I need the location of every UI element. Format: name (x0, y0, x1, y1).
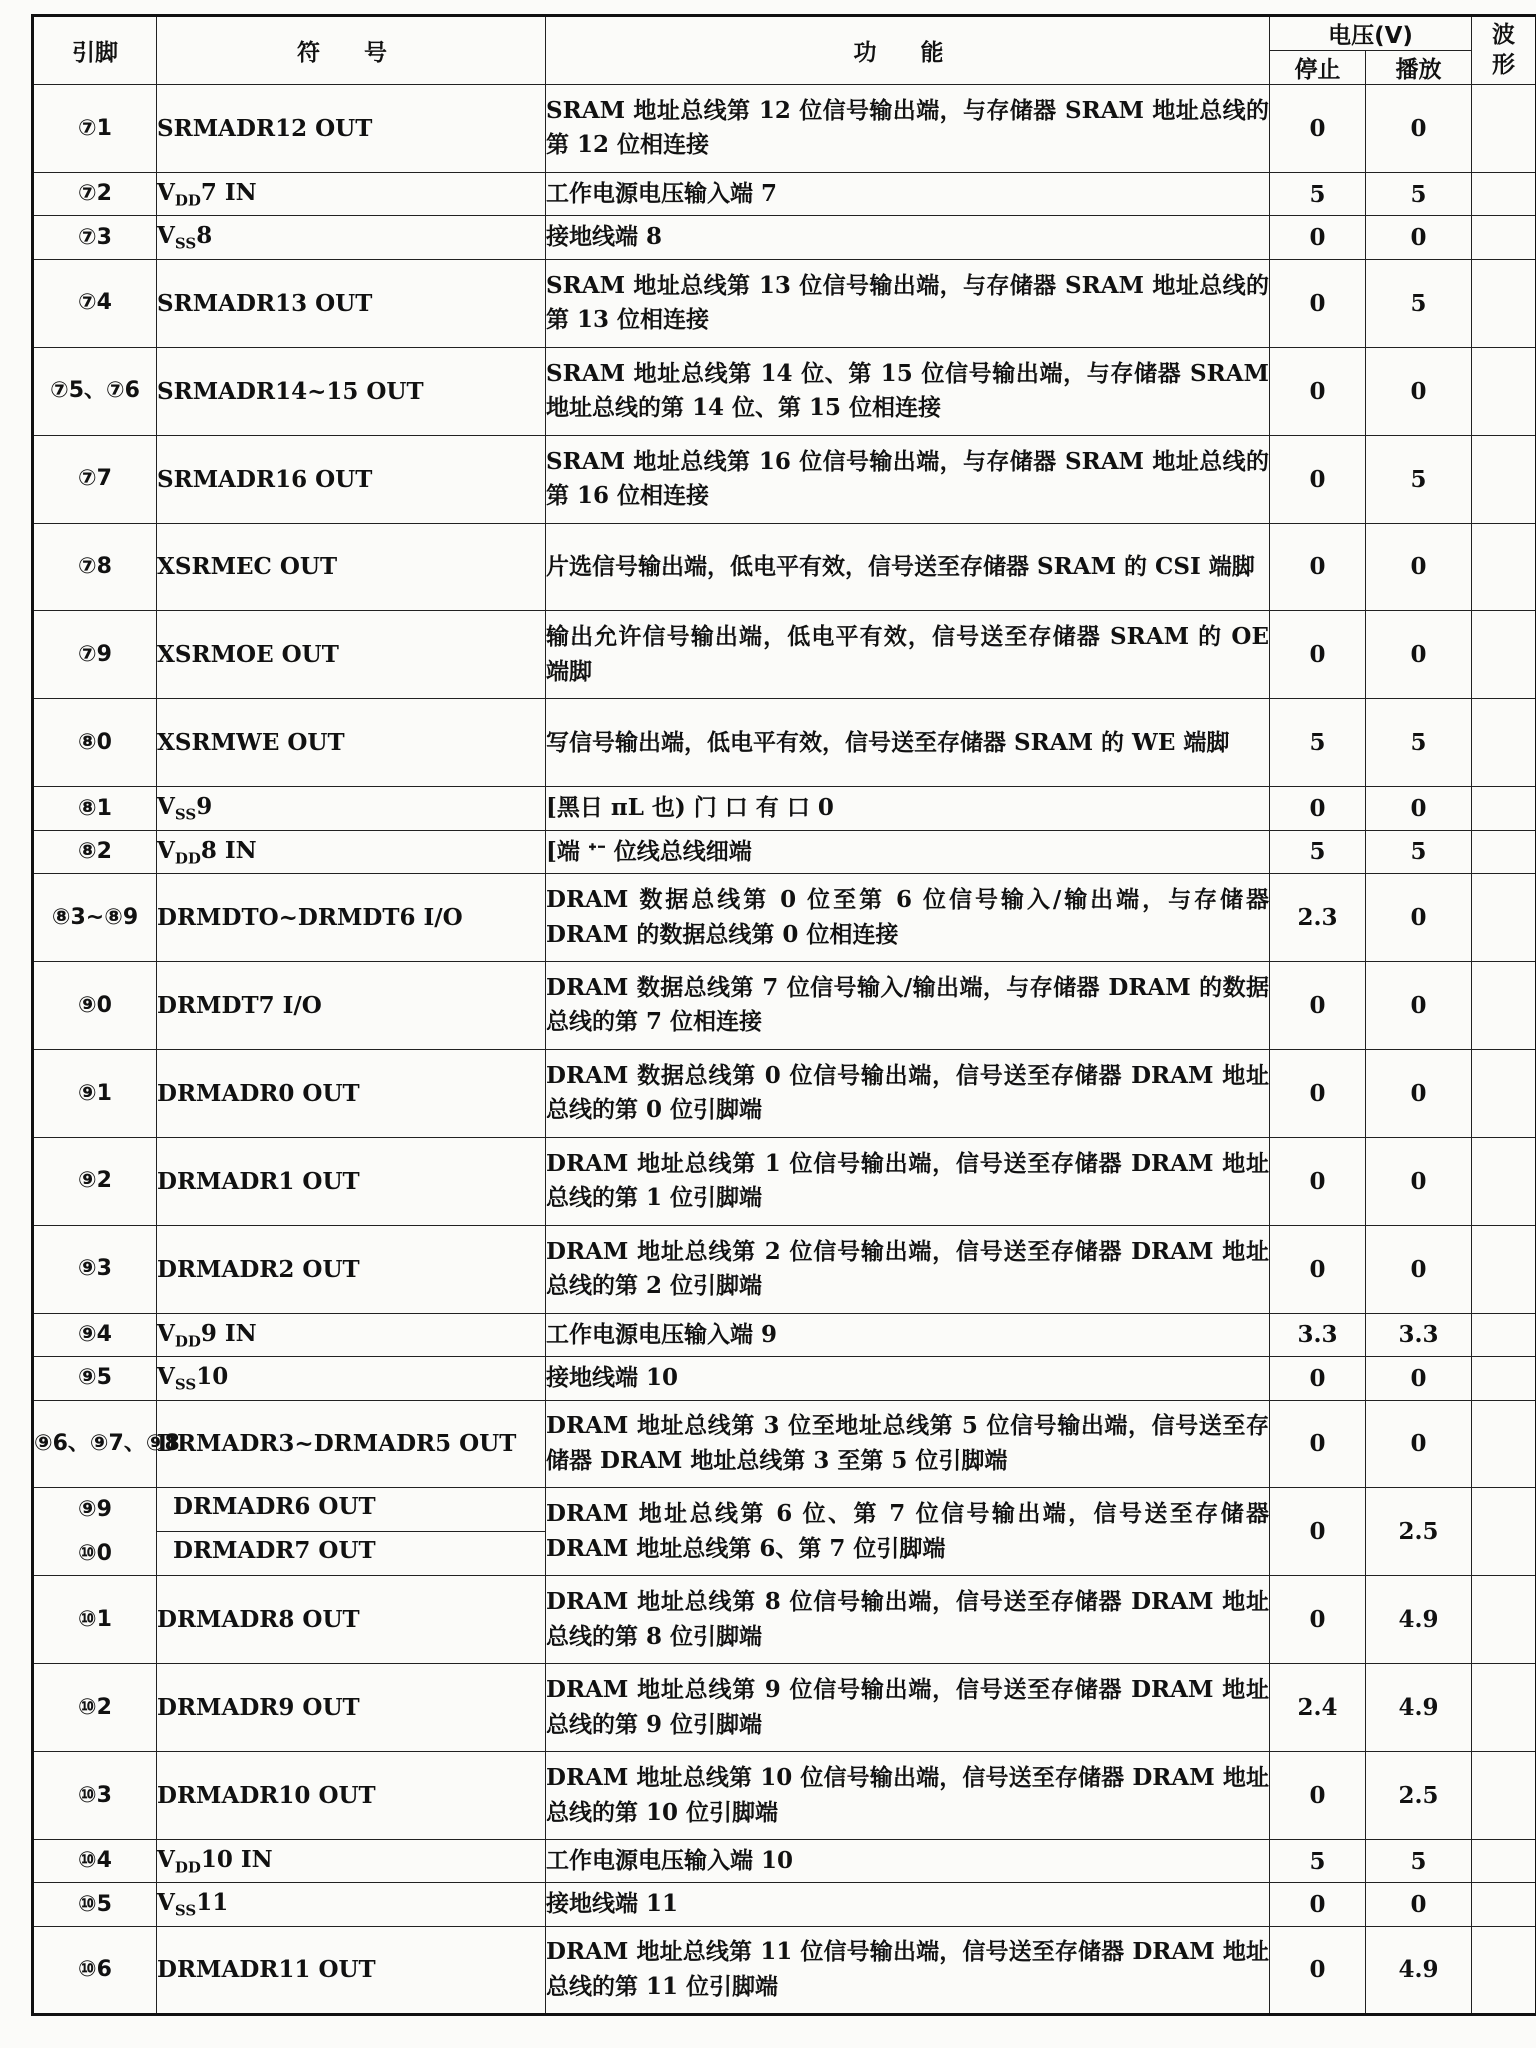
symbol-cell: XSRMEC OUT (157, 523, 546, 611)
symbol-subscript: SS (174, 1901, 197, 1920)
symbol-cell: DRMADR3~DRMADR5 OUT (157, 1400, 546, 1488)
table-row (33, 85, 1536, 173)
voltage-play-cell: 0 (1366, 1357, 1472, 1400)
table-row (33, 523, 1536, 611)
pin-number: ⑧3~⑧9 (51, 904, 139, 930)
function-cell: 写信号输出端，低电平有效，信号送至存储器 SRAM 的 WE 端脚 (546, 699, 1270, 787)
pin-number: ⑦8 (78, 554, 112, 580)
waveform-cell (1472, 1926, 1536, 2014)
voltage-stop-cell: 0 (1270, 259, 1366, 347)
voltage-play-cell: 0 (1366, 347, 1472, 435)
waveform-cell (1472, 172, 1536, 215)
waveform-cell (1472, 962, 1536, 1050)
pin-number: ⑧1 (78, 795, 112, 821)
waveform-cell (1472, 874, 1536, 962)
voltage-stop-cell: 0 (1270, 1883, 1366, 1926)
pin-number: ⑩2 (78, 1694, 112, 1720)
symbol-text: 9 IN (200, 1319, 257, 1347)
symbol-text: V (157, 1362, 175, 1390)
pin-cell (33, 1752, 157, 1840)
voltage-stop-cell: 0 (1270, 962, 1366, 1050)
function-cell: [黑日 пL 也) 门 口 有 口 0 (546, 787, 1270, 830)
table-row (33, 1357, 1536, 1400)
table-row (33, 611, 1536, 699)
voltage-stop-cell: 2.3 (1270, 874, 1366, 962)
voltage-play-cell: 0 (1366, 1137, 1472, 1225)
voltage-stop-cell: 0 (1270, 1400, 1366, 1488)
symbol-cell: SRMADR12 OUT (157, 85, 546, 173)
function-cell: [端 ᐩᐨ 位线总线细端 (546, 830, 1270, 873)
table-row (33, 1137, 1536, 1225)
waveform-cell (1472, 435, 1536, 523)
symbol-cell: SRMADR16 OUT (157, 435, 546, 523)
symbol-cell: DRMADR0 OUT (157, 1049, 546, 1137)
pin-number: ⑦2 (78, 181, 112, 207)
symbol-cell (157, 1840, 546, 1883)
symbol-text: V (157, 836, 175, 864)
header-waveform: 波形 (1472, 16, 1536, 85)
voltage-stop-cell: 5 (1270, 1840, 1366, 1883)
pin-cell (33, 1664, 157, 1752)
pin-cell (33, 1313, 157, 1356)
table-row (33, 259, 1536, 347)
table-row (33, 962, 1536, 1050)
function-cell: 工作电源电压输入端 10 (546, 1840, 1270, 1883)
symbol-text: V (157, 1845, 175, 1873)
voltage-stop-cell: 0 (1270, 1049, 1366, 1137)
pin-cell (33, 347, 157, 435)
voltage-play-cell: 4.9 (1366, 1926, 1472, 2014)
voltage-play-cell: 2.5 (1366, 1752, 1472, 1840)
symbol-text: 10 IN (200, 1845, 273, 1873)
symbol-text: 11 (196, 1889, 229, 1917)
waveform-cell (1472, 1357, 1536, 1400)
symbol-subscript: SS (174, 1375, 197, 1394)
table-row (33, 1313, 1536, 1356)
voltage-play-cell: 0 (1366, 962, 1472, 1050)
pin-number: ⑦9 (78, 642, 112, 668)
waveform-cell (1472, 1576, 1536, 1664)
table-row (33, 1840, 1536, 1883)
function-cell: DRAM 数据总线第 0 位至第 6 位信号输入/输出端，与存储器 DRAM 的数据总线第 0 位相连接 (546, 874, 1270, 962)
function-cell: SRAM 地址总线第 13 位信号输出端，与存储器 SRAM 地址总线的第 13 位相连接 (546, 259, 1270, 347)
function-cell: DRAM 地址总线第 1 位信号输出端，信号送至存储器 DRAM 地址总线的第 1 位引脚端 (546, 1137, 1270, 1225)
pin-number: ⑨0 (78, 992, 112, 1018)
voltage-play-cell: 5 (1366, 830, 1472, 873)
table-row (33, 1883, 1536, 1926)
symbol-cell: SRMADR13 OUT (157, 259, 546, 347)
symbol-cell (157, 787, 546, 830)
voltage-stop-cell: 3.3 (1270, 1313, 1366, 1356)
symbol-cell (157, 1488, 546, 1576)
symbol-text: V (157, 1319, 175, 1347)
pin-cell (33, 1488, 157, 1576)
waveform-cell (1472, 611, 1536, 699)
symbol-cell: DRMADR1 OUT (157, 1137, 546, 1225)
waveform-cell (1472, 1488, 1536, 1576)
pin-cell (33, 1926, 157, 2014)
pin-cell (33, 172, 157, 215)
waveform-cell (1472, 1137, 1536, 1225)
header-voltage: 电压(V) (1270, 16, 1472, 51)
symbol-cell: DRMADR10 OUT (157, 1752, 546, 1840)
symbol-text: V (157, 793, 175, 821)
pin-cell (33, 699, 157, 787)
function-cell: 片选信号输出端，低电平有效，信号送至存储器 SRAM 的 CSI 端脚 (546, 523, 1270, 611)
waveform-cell (1472, 1049, 1536, 1137)
waveform-cell (1472, 259, 1536, 347)
function-cell: DRAM 地址总线第 6 位、第 7 位信号输出端，信号送至存储器 DRAM 地址总线第 6、第 7 位引脚端 (546, 1488, 1270, 1576)
voltage-stop-cell: 0 (1270, 787, 1366, 830)
pin-cell (33, 830, 157, 873)
pin-number: ⑩0 (78, 1540, 112, 1566)
function-cell: DRAM 地址总线第 10 位信号输出端，信号送至存储器 DRAM 地址总线的第 10 位引脚端 (546, 1752, 1270, 1840)
symbol-cell (157, 1357, 546, 1400)
voltage-play-cell: 0 (1366, 85, 1472, 173)
table-row (33, 1926, 1536, 2014)
pin-cell (33, 259, 157, 347)
symbol-text: V (157, 222, 175, 250)
pin-number: ⑩3 (78, 1782, 112, 1808)
pin-cell (33, 1049, 157, 1137)
waveform-cell (1472, 699, 1536, 787)
voltage-play-cell: 0 (1366, 1049, 1472, 1137)
waveform-cell (1472, 1400, 1536, 1488)
header-symbol: 符 号 (157, 16, 546, 85)
table-row (33, 435, 1536, 523)
function-cell: DRAM 地址总线第 3 位至地址总线第 5 位信号输出端，信号送至存储器 DRAM 地址总线第 3 至第 5 位引脚端 (546, 1400, 1270, 1488)
symbol-subscript: DD (174, 849, 201, 868)
symbol-text: V (157, 178, 175, 206)
voltage-stop-cell: 0 (1270, 1752, 1366, 1840)
waveform-cell (1472, 1664, 1536, 1752)
voltage-stop-cell: 0 (1270, 1357, 1366, 1400)
voltage-play-cell: 0 (1366, 523, 1472, 611)
pin-number: ⑩4 (78, 1848, 112, 1874)
table-row (33, 1488, 1536, 1576)
waveform-cell (1472, 347, 1536, 435)
pin-number: ⑧0 (78, 729, 112, 755)
pin-cell (33, 1883, 157, 1926)
voltage-play-cell: 4.9 (1366, 1576, 1472, 1664)
symbol-text: 8 (196, 222, 213, 250)
pin-number: ⑨2 (78, 1168, 112, 1194)
waveform-cell (1472, 787, 1536, 830)
voltage-stop-cell: 0 (1270, 347, 1366, 435)
symbol-cell: DRMDTO~DRMDT6 I/O (157, 874, 546, 962)
pin-number: ⑦7 (78, 466, 112, 492)
symbol-cell: DRMADR9 OUT (157, 1664, 546, 1752)
pin-number: ⑨6、⑨7、⑨8 (34, 1431, 180, 1457)
symbol-cell: DRMADR2 OUT (157, 1225, 546, 1313)
pin-number: ⑨9 (78, 1497, 112, 1523)
table-row (33, 830, 1536, 873)
voltage-stop-cell: 5 (1270, 830, 1366, 873)
voltage-play-cell: 0 (1366, 611, 1472, 699)
function-cell: DRAM 地址总线第 9 位信号输出端，信号送至存储器 DRAM 地址总线的第 9 位引脚端 (546, 1664, 1270, 1752)
voltage-play-cell: 0 (1366, 787, 1472, 830)
pin-cell (33, 962, 157, 1050)
pin-number: ⑩6 (78, 1957, 112, 1983)
waveform-cell (1472, 1883, 1536, 1926)
table-row (33, 1576, 1536, 1664)
voltage-play-cell: 5 (1366, 699, 1472, 787)
symbol-subscript: DD (174, 1858, 201, 1877)
table-row (33, 874, 1536, 962)
function-cell: DRAM 地址总线第 11 位信号输出端，信号送至存储器 DRAM 地址总线的第 11 位引脚端 (546, 1926, 1270, 2014)
pin-cell (33, 1357, 157, 1400)
voltage-play-cell: 2.5 (1366, 1488, 1472, 1576)
header-play: 播放 (1366, 51, 1472, 85)
pin-number: ⑩5 (78, 1891, 112, 1917)
waveform-cell (1472, 1840, 1536, 1883)
function-cell: SRAM 地址总线第 12 位信号输出端，与存储器 SRAM 地址总线的第 12 位相连接 (546, 85, 1270, 173)
pin-cell (33, 787, 157, 830)
pin-cell (33, 1225, 157, 1313)
pin-cell (33, 1576, 157, 1664)
voltage-stop-cell: 0 (1270, 1225, 1366, 1313)
function-cell: 输出允许信号输出端，低电平有效，信号送至存储器 SRAM 的 OE 端脚 (546, 611, 1270, 699)
pin-cell (33, 216, 157, 259)
symbol-cell: XSRMOE OUT (157, 611, 546, 699)
symbol-subscript: SS (174, 805, 197, 824)
pin-number: ⑨5 (78, 1365, 112, 1391)
symbol-text: DRMADR6 OUT (157, 1488, 545, 1532)
symbol-cell (157, 216, 546, 259)
pin-number: ⑦4 (78, 290, 112, 316)
pin-function-table (31, 14, 1536, 2016)
voltage-stop-cell: 2.4 (1270, 1664, 1366, 1752)
symbol-cell: DRMADR8 OUT (157, 1576, 546, 1664)
voltage-stop-cell: 0 (1270, 435, 1366, 523)
waveform-cell (1472, 1752, 1536, 1840)
symbol-cell (157, 172, 546, 215)
voltage-stop-cell: 0 (1270, 85, 1366, 173)
table-row (33, 1400, 1536, 1488)
function-cell: DRAM 地址总线第 2 位信号输出端，信号送至存储器 DRAM 地址总线的第 2 位引脚端 (546, 1225, 1270, 1313)
function-cell: SRAM 地址总线第 14 位、第 15 位信号输出端，与存储器 SRAM 地址总线的第 14 位、第 15 位相连接 (546, 347, 1270, 435)
table-row (33, 787, 1536, 830)
table-row (33, 347, 1536, 435)
symbol-subscript: DD (174, 1332, 201, 1351)
waveform-cell (1472, 216, 1536, 259)
table-row (33, 172, 1536, 215)
symbol-text: 10 (196, 1362, 229, 1390)
voltage-stop-cell: 5 (1270, 699, 1366, 787)
symbol-cell: DRMADR11 OUT (157, 1926, 546, 2014)
pin-number: ⑦5、⑦6 (50, 378, 140, 404)
symbol-cell: XSRMWE OUT (157, 699, 546, 787)
pin-cell (33, 85, 157, 173)
voltage-play-cell: 4.9 (1366, 1664, 1472, 1752)
function-cell: DRAM 地址总线第 8 位信号输出端，信号送至存储器 DRAM 地址总线的第 8 位引脚端 (546, 1576, 1270, 1664)
voltage-stop-cell: 0 (1270, 216, 1366, 259)
voltage-stop-cell: 0 (1270, 1576, 1366, 1664)
function-cell: 工作电源电压输入端 9 (546, 1313, 1270, 1356)
function-cell: 接地线端 11 (546, 1883, 1270, 1926)
function-cell: DRAM 数据总线第 7 位信号输入/输出端，与存储器 DRAM 的数据总线的第 7 位相连接 (546, 962, 1270, 1050)
voltage-stop-cell: 0 (1270, 523, 1366, 611)
symbol-cell: DRMDT7 I/O (157, 962, 546, 1050)
waveform-cell (1472, 1225, 1536, 1313)
voltage-play-cell: 5 (1366, 172, 1472, 215)
voltage-play-cell: 5 (1366, 1840, 1472, 1883)
waveform-cell (1472, 830, 1536, 873)
voltage-stop-cell: 5 (1270, 172, 1366, 215)
symbol-cell (157, 830, 546, 873)
function-cell: 接地线端 10 (546, 1357, 1270, 1400)
voltage-play-cell: 0 (1366, 1400, 1472, 1488)
symbol-text: 8 IN (200, 836, 257, 864)
pin-number: ⑩1 (78, 1606, 112, 1632)
voltage-stop-cell: 0 (1270, 1488, 1366, 1576)
table-row (33, 699, 1536, 787)
table-row (33, 1752, 1536, 1840)
waveform-cell (1472, 523, 1536, 611)
voltage-stop-cell: 0 (1270, 1926, 1366, 2014)
voltage-play-cell: 0 (1366, 1883, 1472, 1926)
symbol-cell: SRMADR14~15 OUT (157, 347, 546, 435)
header-stop: 停止 (1270, 51, 1366, 85)
table-row (33, 1225, 1536, 1313)
pin-number: ⑦1 (78, 115, 112, 141)
waveform-cell (1472, 1313, 1536, 1356)
voltage-play-cell: 3.3 (1366, 1313, 1472, 1356)
function-cell: 接地线端 8 (546, 216, 1270, 259)
function-cell: 工作电源电压输入端 7 (546, 172, 1270, 215)
table-row (33, 1049, 1536, 1137)
voltage-play-cell: 0 (1366, 874, 1472, 962)
pin-cell (33, 611, 157, 699)
symbol-subscript: DD (174, 191, 201, 210)
table-row (33, 216, 1536, 259)
symbol-text: DRMADR7 OUT (173, 1537, 376, 1565)
table-row (33, 1664, 1536, 1752)
voltage-play-cell: 0 (1366, 1225, 1472, 1313)
function-cell: DRAM 数据总线第 0 位信号输出端，信号送至存储器 DRAM 地址总线的第 0 位引脚端 (546, 1049, 1270, 1137)
symbol-subscript: SS (174, 234, 197, 253)
symbol-text: 9 (196, 793, 213, 821)
pin-cell (33, 1137, 157, 1225)
symbol-text: 7 IN (200, 178, 257, 206)
pin-cell (33, 874, 157, 962)
voltage-stop-cell: 0 (1270, 611, 1366, 699)
function-cell: SRAM 地址总线第 16 位信号输出端，与存储器 SRAM 地址总线的第 16 位相连接 (546, 435, 1270, 523)
voltage-play-cell: 5 (1366, 435, 1472, 523)
pin-cell (33, 435, 157, 523)
pin-cell (33, 1840, 157, 1883)
voltage-play-cell: 0 (1366, 216, 1472, 259)
pin-number: ⑧2 (78, 839, 112, 865)
symbol-cell (157, 1313, 546, 1356)
symbol-text: V (157, 1889, 175, 1917)
header-function: 功 能 (546, 16, 1270, 85)
waveform-cell (1472, 85, 1536, 173)
pin-cell (33, 523, 157, 611)
symbol-cell (157, 1883, 546, 1926)
voltage-stop-cell: 0 (1270, 1137, 1366, 1225)
pin-cell (33, 1400, 180, 1488)
pin-number: ⑨1 (78, 1080, 112, 1106)
pin-number: ⑦3 (78, 224, 112, 250)
pin-number: ⑨4 (78, 1322, 112, 1347)
voltage-play-cell: 5 (1366, 259, 1472, 347)
pin-number: ⑨3 (78, 1256, 112, 1282)
header-pin: 引脚 (33, 16, 157, 85)
